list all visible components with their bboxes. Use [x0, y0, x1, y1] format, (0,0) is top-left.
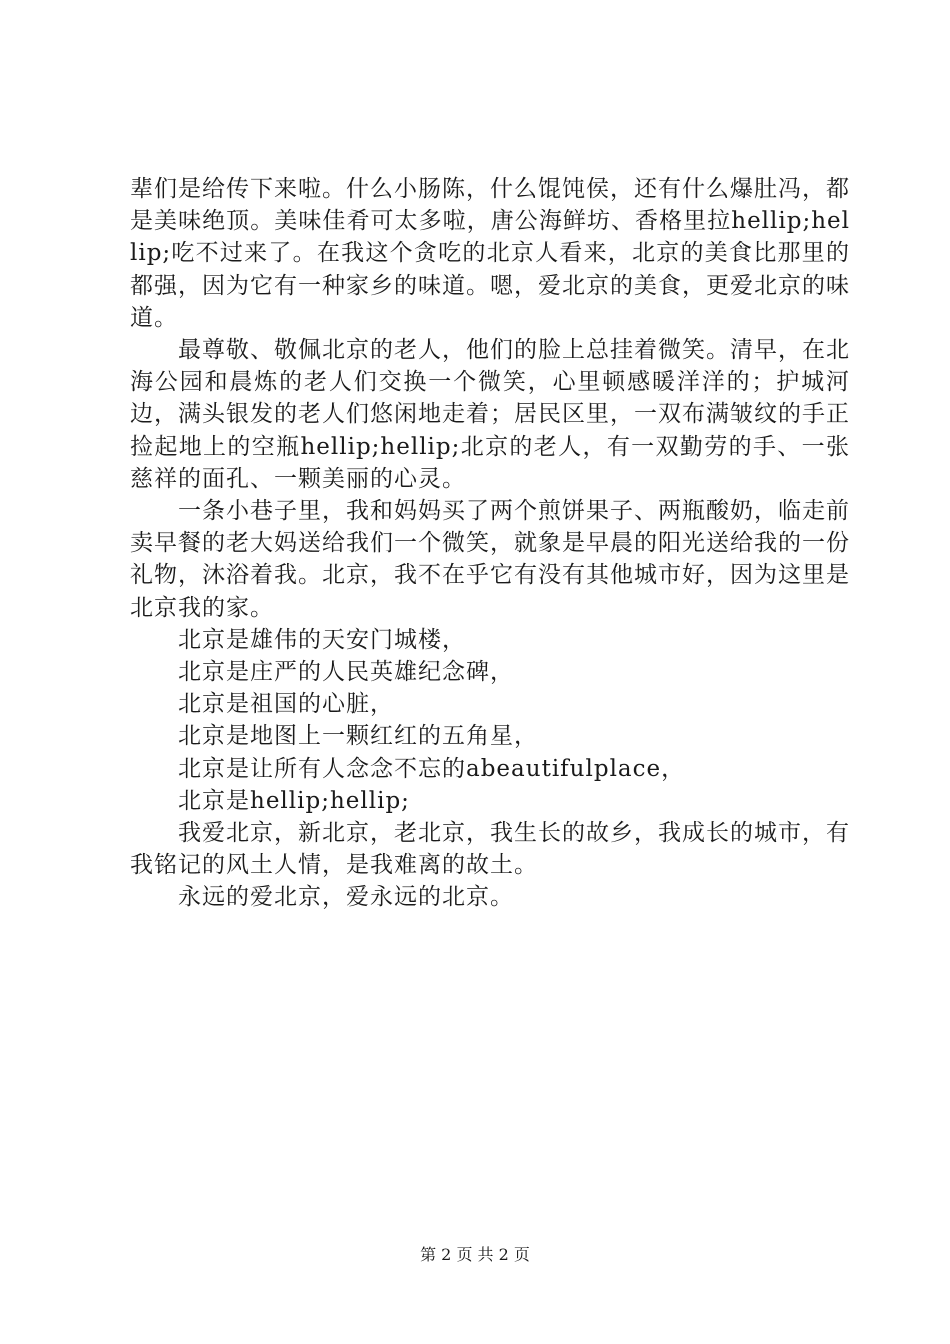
- paragraph-closing-2: 永远的爱北京，爱永远的北京。: [178, 884, 514, 911]
- paragraph-closing-1: 我爱北京，新北京，老北京，我生长的故乡，我成长的城市，有我铭记的风土人情，是我难离的故土。: [130, 820, 850, 879]
- poem-line-4: 北京是地图上一颗红红的五角星，: [178, 723, 538, 750]
- poem-line-3: 北京是祖国的心脏，: [178, 691, 394, 718]
- poem-line-5: 北京是让所有人念念不忘的abeautifulplace，: [178, 755, 686, 782]
- document-body: [130, 173, 850, 914]
- poem-line-2: 北京是庄严的人民英雄纪念碑，: [178, 659, 514, 686]
- paragraph-3: 一条小巷子里，我和妈妈买了两个煎饼果子、两瓶酸奶，临走前卖早餐的老大妈送给我们一个微笑，就象是早晨的阳光送给我的一份礼物，沐浴着我。北京，我不在乎它有没有其他城市好，因为这里是北京我的家。: [130, 498, 850, 621]
- paragraph-2: 最尊敬、敬佩北京的老人，他们的脸上总挂着微笑。清早，在北海公园和晨炼的老人们交换一个微笑，心里顿感暖洋洋的；护城河边，满头银发的老人们悠闲地走着；居民区里，一双布满皱纹的手正捡起地上的空瓶hellip;hellip;北京的老人，有一双勤劳的手、一张慈祥的面孔、一颗美丽的心灵。: [130, 337, 850, 492]
- page-number-footer: 第 2 页 共 2 页: [420, 1245, 530, 1264]
- poem-line-6: 北京是hellip;hellip;: [178, 787, 410, 814]
- paragraph-1: 辈们是给传下来啦。什么小肠陈，什么馄饨侯，还有什么爆肚冯，都是美味绝顶。美味佳肴可太多啦，唐公海鲜坊、香格里拉hellip;hellip;吃不过来了。在我这个贪吃的北京人看来，北京的美食比那里的都强，因为它有一种家乡的味道。嗯，爱北京的美食，更爱北京的味道。: [130, 176, 850, 331]
- poem-line-1: 北京是雄伟的天安门城楼，: [178, 626, 466, 653]
